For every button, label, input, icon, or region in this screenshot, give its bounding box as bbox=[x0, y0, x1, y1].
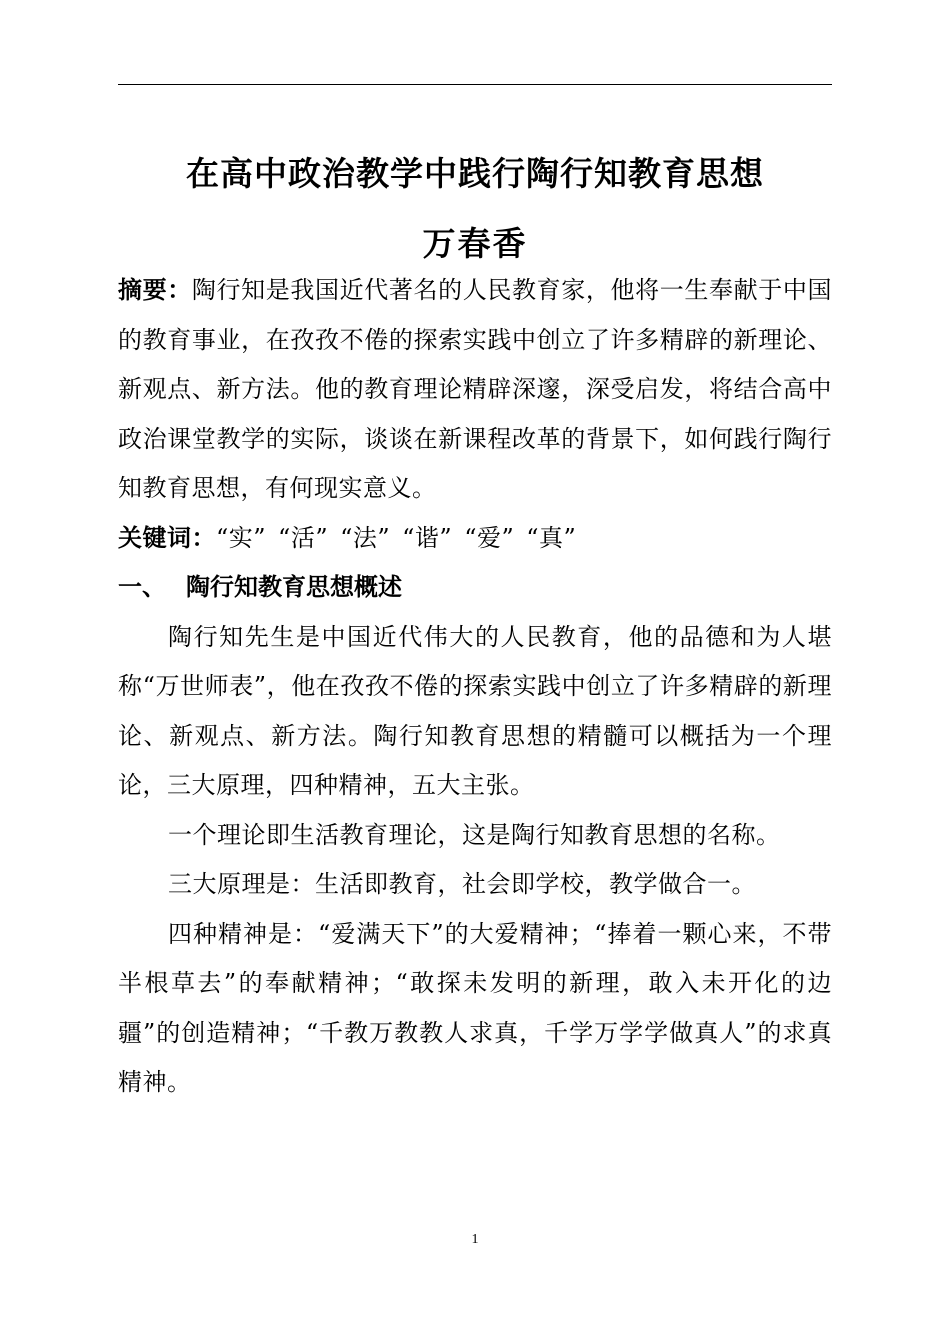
keywords-line bbox=[118, 514, 832, 564]
keyword-item: “实” bbox=[216, 523, 267, 552]
abstract-label: 摘要： bbox=[118, 276, 192, 304]
section-heading bbox=[118, 563, 832, 613]
keyword-item: “爱” bbox=[464, 523, 515, 552]
section-heading-text: 陶行知教育思想概述 bbox=[186, 573, 402, 601]
keyword-item: “真” bbox=[526, 523, 577, 552]
abstract-text: 陶行知是我国近代著名的人民教育家，他将一生奉献于中国的教育事业，在孜孜不倦的探索实践中创立了许多精辟的新理论、新观点、新方法。他的教育理论精辟深邃，深受启发，将结合高中政治课堂教学的实际，谈谈在新课程改革的背景下，如何践行陶行知教育思想，有何现实意义。 bbox=[118, 276, 832, 502]
body-paragraph: 陶行知先生是中国近代伟大的人民教育，他的品德和为人堪称“万世师表”，他在孜孜不倦的探索实践中创立了许多精辟的新理论、新观点、新方法。陶行知教育思想的精髓可以概括为一个理论，三大原理，四种精神，五大主张。 bbox=[118, 622, 832, 799]
body-paragraph: 三大原理是：生活即教育，社会即学校，教学做合一。 bbox=[168, 870, 756, 898]
header-rule bbox=[118, 84, 832, 85]
keyword-item: “活” bbox=[278, 523, 329, 552]
document-title: 在高中政治教学中践行陶行知教育思想 bbox=[186, 154, 764, 193]
body-paragraph: 一个理论即生活教育理论，这是陶行知教育思想的名称。 bbox=[168, 820, 781, 849]
body-paragraph: 四种精神是：“爱满天下”的大爱精神；“捧着一颗心来，不带半根草去”的奉献精神；“敢探未发明的新理，敢入未开化的边疆”的创造精神；“千教万教教人求真，千学万学学做真人”的求真精神。 bbox=[118, 919, 832, 1096]
document-body bbox=[118, 266, 832, 1108]
keyword-item: “谐” bbox=[402, 523, 453, 552]
section-number: 一、 bbox=[118, 573, 166, 601]
keywords-label: 关键词： bbox=[118, 523, 216, 552]
abstract-paragraph bbox=[118, 266, 832, 514]
document-author: 万春香 bbox=[422, 224, 528, 263]
page-number: 1 bbox=[471, 1232, 479, 1247]
keyword-item: “法” bbox=[340, 523, 391, 552]
